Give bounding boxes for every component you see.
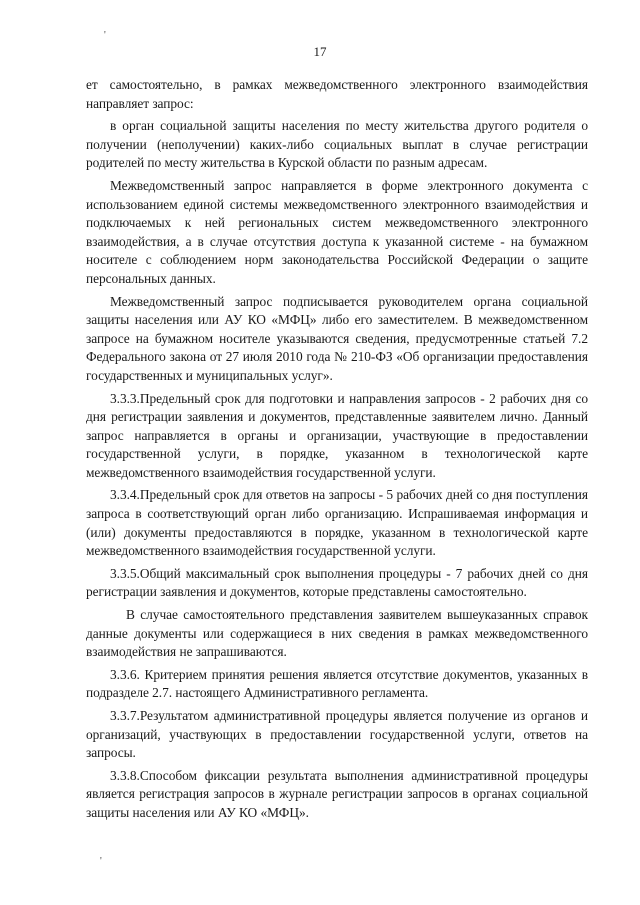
- paragraph-3-3-4: 3.3.4.Предельный срок для ответов на запросы - 5 рабочих дней со дня поступления запроса в соответствующий орган либо организацию. Испрашиваемая информация и (или) документы предоставляются в порядке, указанном в технологической карте межведомственного взаимодействия государственной услуги.: [86, 487, 588, 559]
- paragraph-electronic-request: Межведомственный запрос направляется в форме электронного документа с использованием единой системы межведомственного электронного взаимодействия и подключаемых к ней региональных систем межведомственного электронного взаимодействия, а в случае отсутствия доступа к указанной системе - на бумажном носителе с соблюдением норм законодательства Российской Федерации о защите персональных данных.: [86, 177, 588, 286]
- paragraph-3-3-6: 3.3.6. Критерием принятия решения является отсутствие документов, указанных в подразделе 2.7. настоящего Административного регламента.: [86, 666, 588, 701]
- paragraph-3-3-5: 3.3.5.Общий максимальный срок выполнения процедуры - 7 рабочих дней со дня регистрации заявления и документов, которые представлены самостоятельно.: [86, 565, 588, 600]
- paragraph-3-3-7: 3.3.7.Результатом административной процедуры является получение из органов и организаций, участвующих в предоставлении государственной услуги, ответов на запросы.: [86, 708, 588, 761]
- paragraph-request-signature: Межведомственный запрос подписывается руководителем органа социальной защиты населения или АУ КО «МФЦ» либо его заместителем. В межведомственном запросе на бумажном носителе указываются сведения, предусмотренные статьей 7.2 Федерального закона от 27 июля 2010 года № 210-ФЗ «Об организации предоставления государственных и муниципальных услуг».: [86, 293, 588, 383]
- paragraph-3-3-3: 3.3.3.Предельный срок для подготовки и направления запросов - 2 рабочих дня со дня регистрации заявления и документов, представленные заявителем лично. Данный запрос направляется в органы и организации, участвующие в предоставлении государственной услуги, в порядке, указанном в технологической карте межведомственного взаимодействия государственной услуги.: [86, 390, 588, 480]
- paragraph-3-3-8: 3.3.8.Способом фиксации результата выполнения административной процедуры является регистрация запросов в журнале регистрации запросов в органах социальной защиты населения или АУ КО «МФЦ».: [86, 767, 588, 820]
- page-number: 17: [313, 44, 327, 59]
- paragraph-self-submission: В случае самостоятельного представления заявителем вышеуказанных справок данные документы или содержащиеся в них сведения в рамках межведомственного взаимодействия не запрашиваются.: [86, 607, 588, 660]
- document-body: [86, 76, 588, 827]
- paragraph-request-target: в орган социальной защиты населения по месту жительства другого родителя о получении (неполучении) каких-либо социальных выплат в случае регистрации родителей по месту жительства в Курской области по разным адресам.: [86, 118, 588, 171]
- scan-mark: ': [104, 30, 106, 41]
- paragraph-continuation: ет самостоятельно, в рамках межведомственного электронного взаимодействия направляет запрос:: [86, 77, 588, 111]
- scan-mark-bottom: ': [100, 856, 102, 867]
